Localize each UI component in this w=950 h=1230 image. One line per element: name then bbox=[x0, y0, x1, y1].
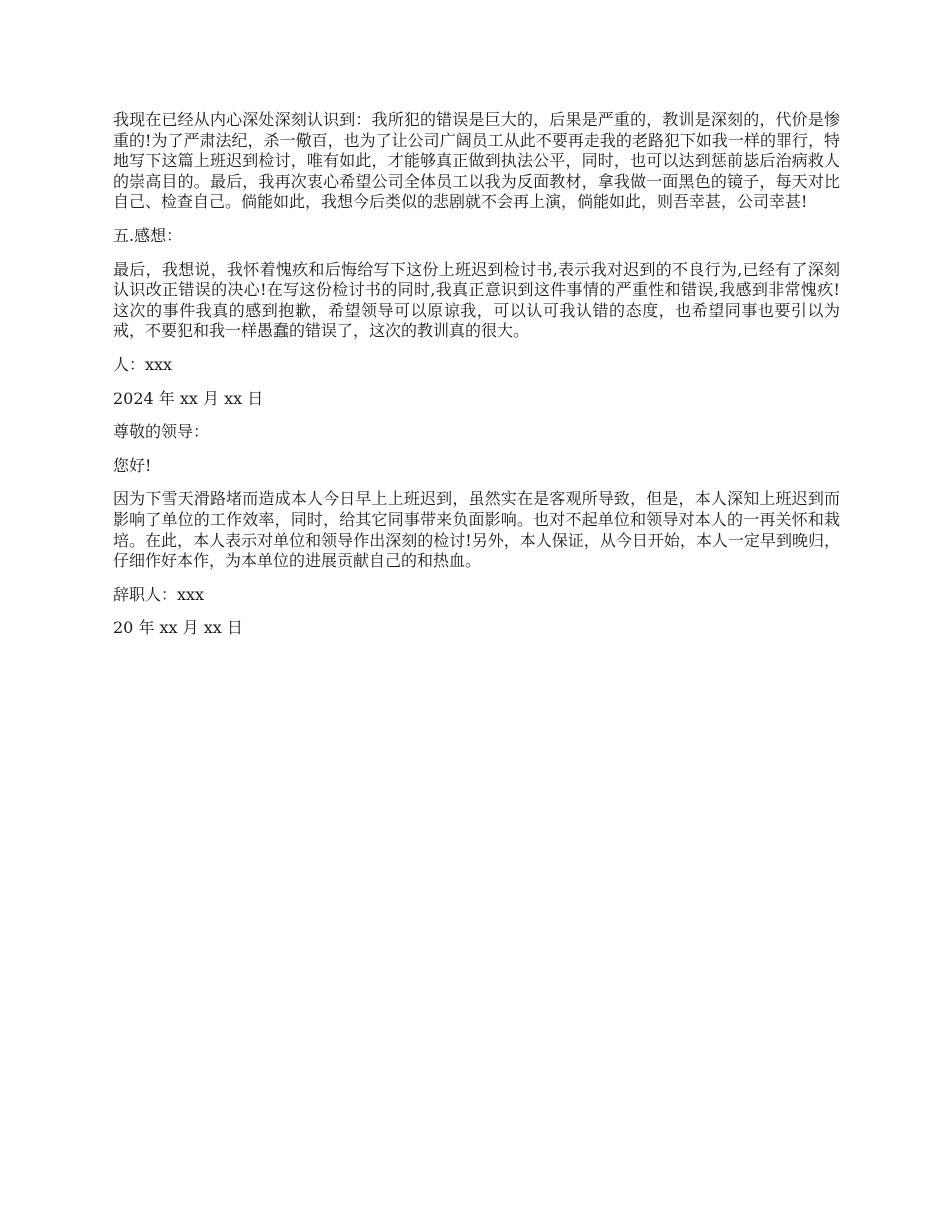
signature-line: 人：xxx bbox=[113, 354, 173, 374]
paragraph-conclusion: 最后，我想说，我怀着愧疚和后悔给写下这份上班迟到检讨书,表示我对迟到的不良行为,已经有了深刻认识改正错误的决心!在写这份检讨书的同时,我真正意识到这件事情的严重性和错误,我感到非常愧疚!这次的事件我真的感到抱歉，希望领导可以原谅我，可以认可我认错的态度，也希望同事也要引以为戒，不要犯和我一样愚蠢的错误了，这次的教训真的很大。 bbox=[113, 259, 840, 341]
resigner-signature-line: 辞职人：xxx bbox=[113, 584, 205, 604]
salutation: 尊敬的领导： bbox=[113, 422, 210, 442]
document-body bbox=[113, 110, 840, 652]
paragraph-apology: 因为下雪天滑路堵而造成本人今日早上上班迟到，虽然实在是客观所导致，但是，本人深知上班迟到而影响了单位的工作效率，同时，给其它同事带来负面影响。也对不起单位和领导对本人的一再关怀和栽培。在此，本人表示对单位和领导作出深刻的检讨!另外，本人保证，从今日开始，本人一定早到晚归，仔细作好本作，为本单位的进展贡献自己的和热血。 bbox=[113, 489, 840, 571]
paragraph-reflection: 我现在已经从内心深处深刻认识到：我所犯的错误是巨大的，后果是严重的，教训是深刻的，代价是惨重的!为了严肃法纪，杀一儆百，也为了让公司广阔员工从此不要再走我的老路犯下如我一样的罪行，特地写下这篇上班迟到检讨，唯有如此，才能够真正做到执法公平，同时，也可以达到惩前毖后治病救人的崇高目的。最后，我再次衷心希望公司全体员工以我为反面教材，拿我做一面黑色的镜子，每天对比自己、检查自己。倘能如此，我想今后类似的悲剧就不会再上演，倘能如此，则吾幸甚，公司幸甚! bbox=[113, 110, 840, 212]
section-heading-thoughts: 五.感想： bbox=[113, 225, 183, 245]
date-line: 2024 年 xx 月 xx 日 bbox=[113, 388, 264, 408]
greeting: 您好! bbox=[113, 455, 152, 475]
closing-date-line: 20 年 xx 月 xx 日 bbox=[113, 618, 243, 638]
